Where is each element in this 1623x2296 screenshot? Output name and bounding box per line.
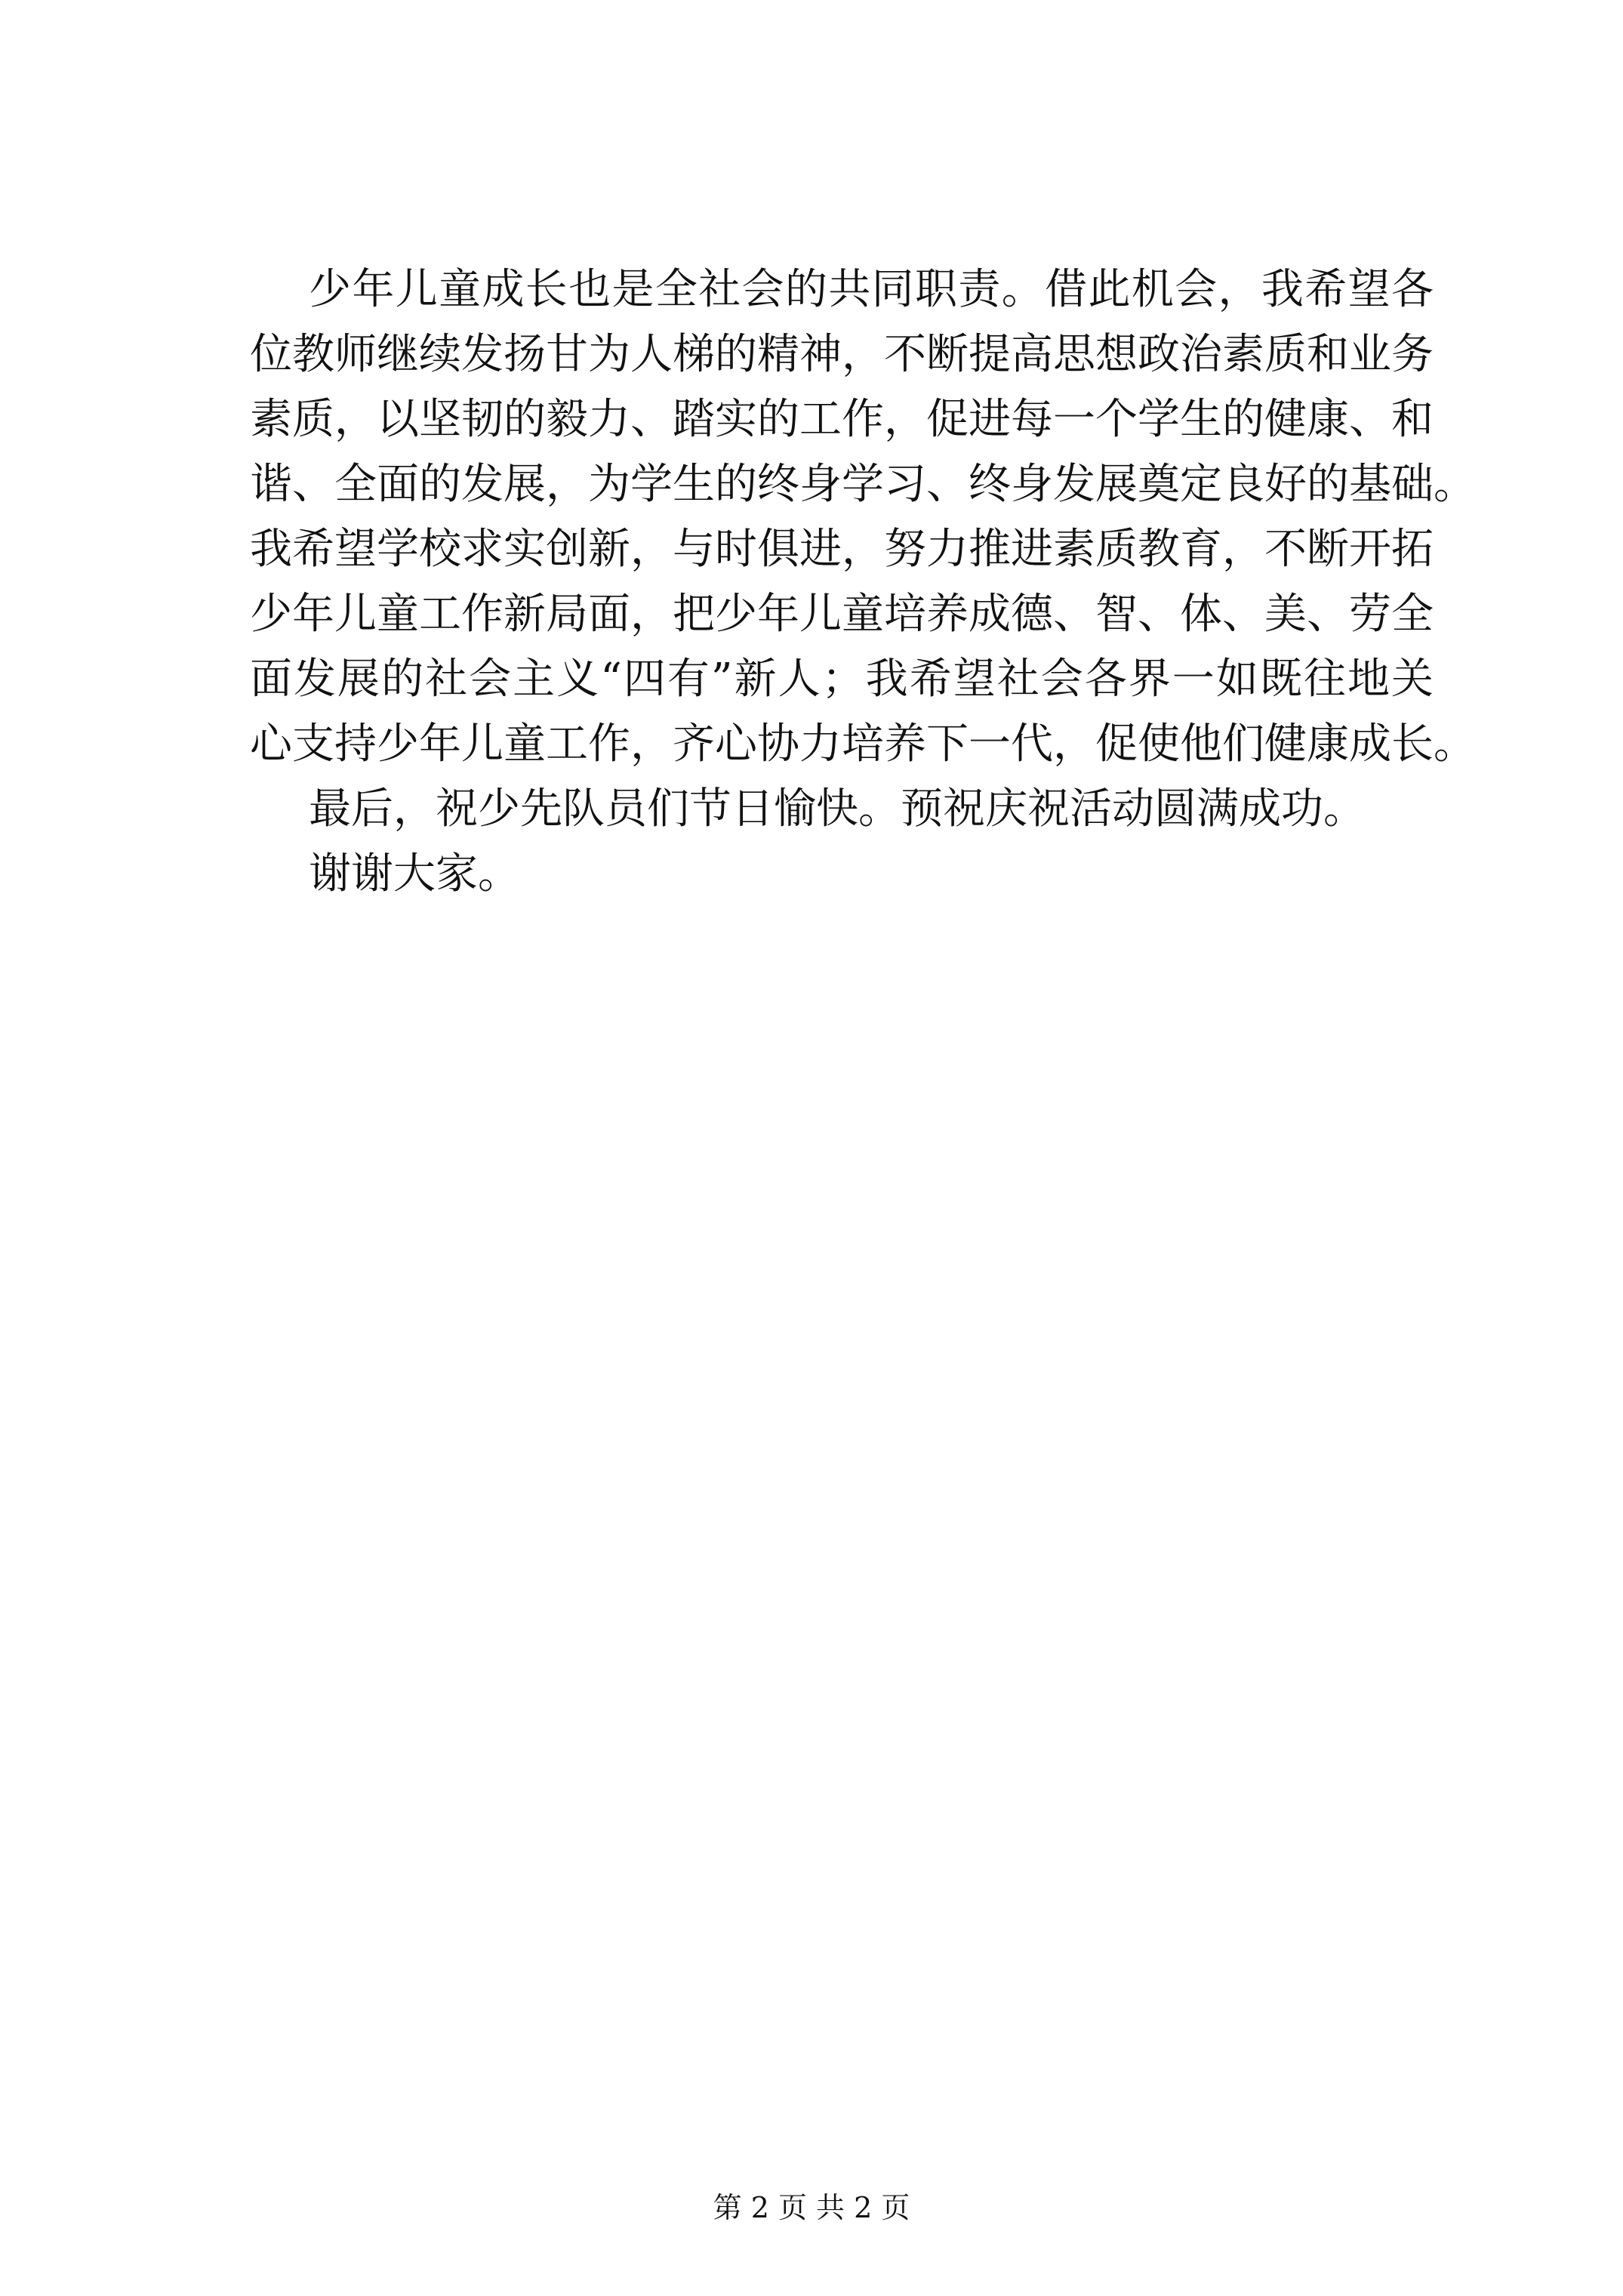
document-body	[250, 257, 1476, 907]
closing-paragraph: 最后，祝少先队员们节日愉快。预祝庆祝活动圆满成功。	[309, 784, 1366, 834]
thanks-paragraph: 谢谢大家。	[309, 849, 520, 898]
paragraph-line: 素质，以坚韧的毅力、踏实的工作，促进每一个学生的健康、和	[250, 395, 1434, 444]
paragraph-line: 谐、全面的发展，为学生的终身学习、终身发展奠定良好的基础。	[250, 460, 1476, 509]
paragraph-line: 面发展的社会主义“四有”新人；我希望社会各界一如既往地关	[250, 655, 1434, 704]
paragraph-line: 位教师继续发扬甘为人梯的精神，不断提高思想政治素质和业务	[250, 330, 1434, 379]
paragraph-line: 我希望学校求实创新，与时俱进，努力推进素质教育，不断开拓	[250, 525, 1434, 574]
paragraph-line: 少年儿童工作新局面，把少年儿童培养成德、智、体、美、劳全	[250, 590, 1434, 639]
page-footer: 第 2 页 共 2 页	[713, 2191, 910, 2224]
paragraph-line: 少年儿童成长也是全社会的共同职责。借此机会，我希望各	[309, 265, 1434, 314]
paragraph-line: 心支持少年儿童工作，齐心协力培养下一代，促使他们健康成长。	[250, 720, 1476, 769]
